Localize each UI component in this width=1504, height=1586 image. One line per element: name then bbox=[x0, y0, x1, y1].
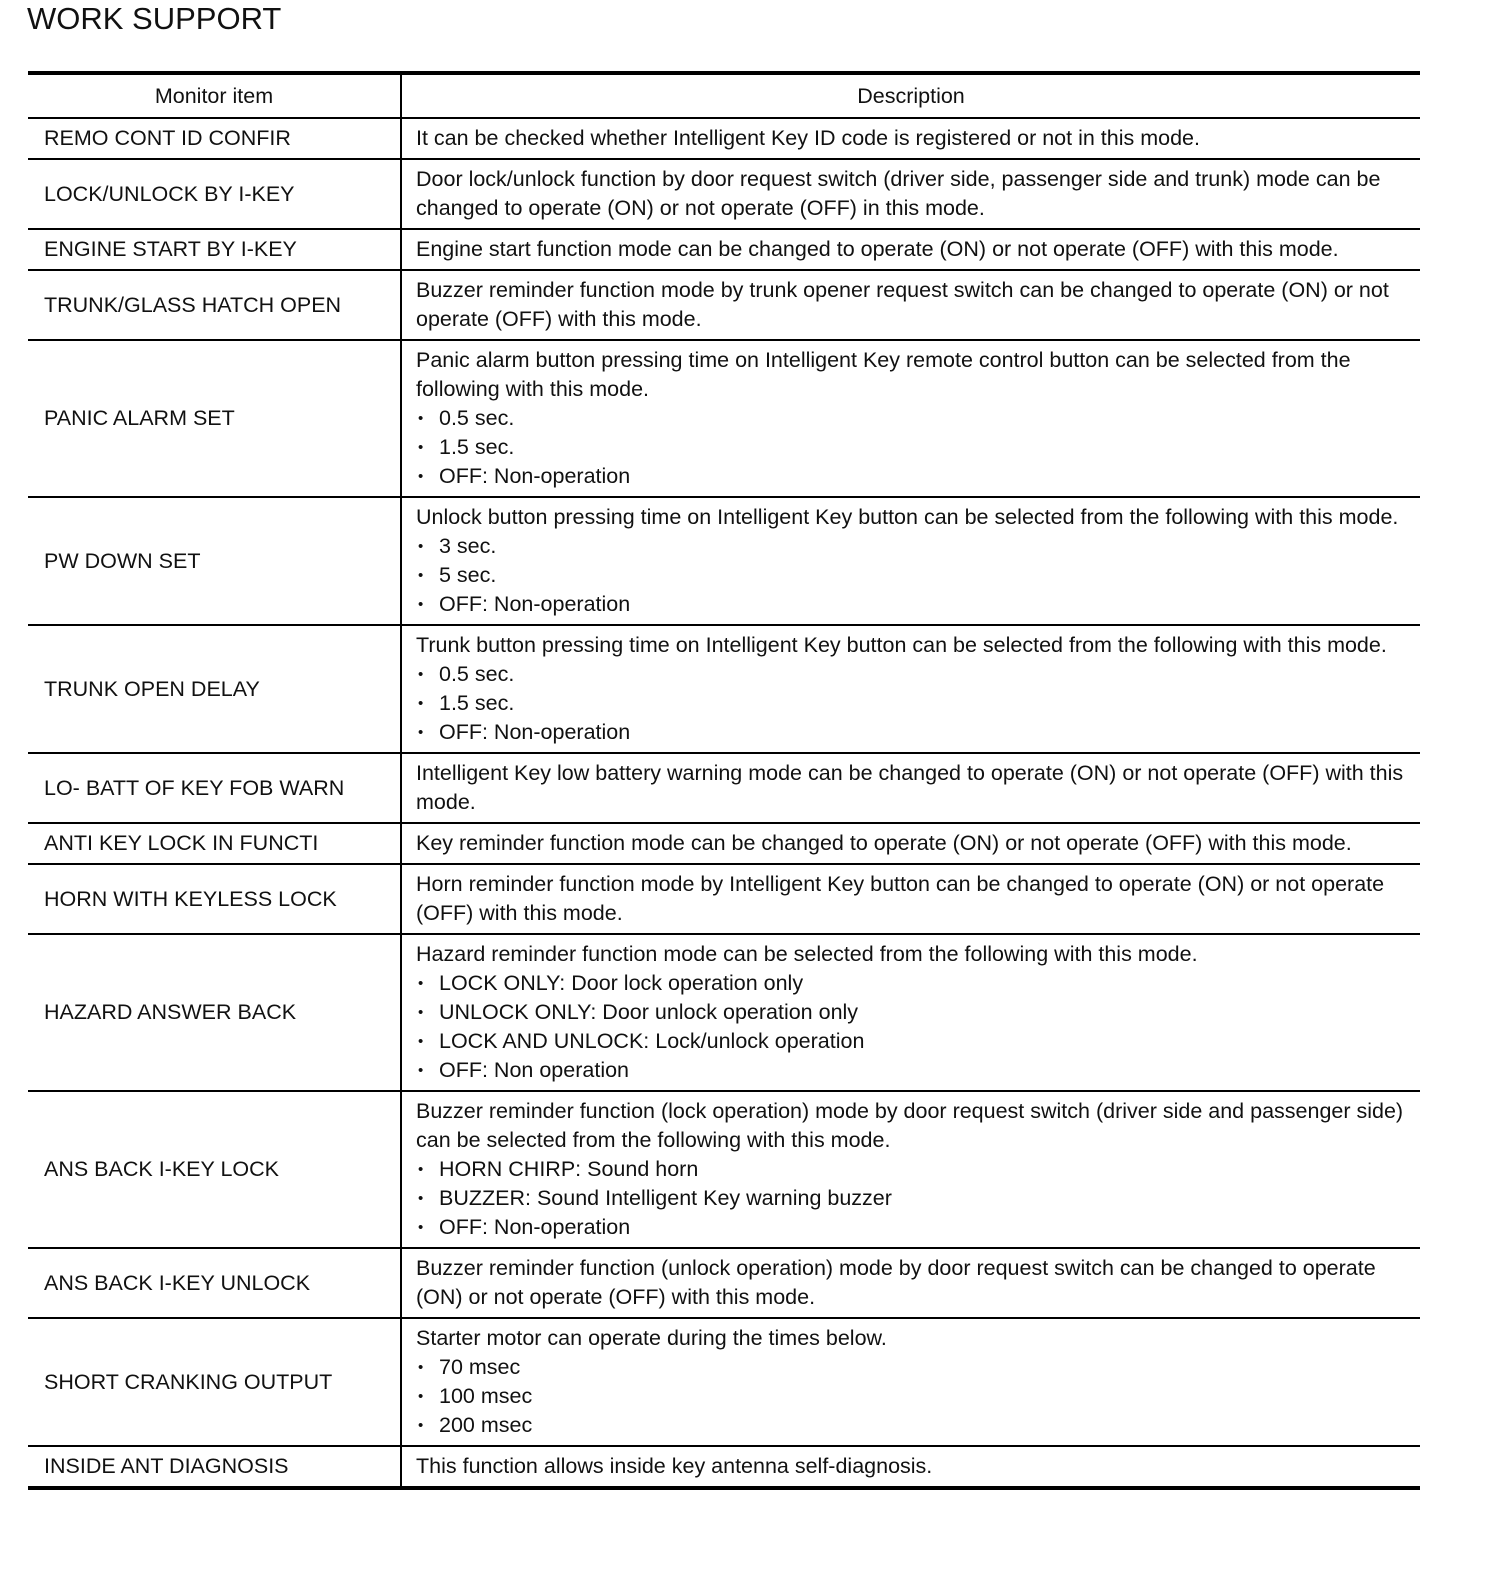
description-header: Description bbox=[401, 73, 1420, 118]
description-cell bbox=[401, 1248, 1420, 1318]
table-row bbox=[28, 270, 1420, 340]
table-row bbox=[28, 753, 1420, 823]
option-item: • OFF: Non-operation bbox=[416, 590, 1410, 619]
monitor-item-header: Monitor item bbox=[28, 73, 401, 118]
description-text: Hazard reminder function mode can be selected from the following with this mode. bbox=[416, 942, 1198, 966]
description-text: Starter motor can operate during the times below. bbox=[416, 1326, 887, 1350]
monitor-item-cell: LO- BATT OF KEY FOB WARN bbox=[28, 753, 401, 823]
description-text: This function allows inside key antenna self-diagnosis. bbox=[416, 1454, 933, 1478]
description-text: Trunk button pressing time on Intelligent Key button can be selected from the following with this mode. bbox=[416, 633, 1387, 657]
table-row bbox=[28, 934, 1420, 1091]
monitor-item-cell: SHORT CRANKING OUTPUT bbox=[28, 1318, 401, 1446]
work-support-table bbox=[28, 71, 1420, 1490]
description-text: Buzzer reminder function (unlock operation) mode by door request switch can be changed to operate (ON) or not operate (OFF) with this mode. bbox=[416, 1256, 1376, 1309]
option-item: • 0.5 sec. bbox=[416, 660, 1410, 689]
option-item: • UNLOCK ONLY: Door unlock operation only bbox=[416, 998, 1410, 1027]
table-row bbox=[28, 1248, 1420, 1318]
description-cell bbox=[401, 270, 1420, 340]
monitor-item-cell: INSIDE ANT DIAGNOSIS bbox=[28, 1446, 401, 1488]
description-cell bbox=[401, 340, 1420, 497]
option-list bbox=[416, 404, 1410, 491]
description-text: Key reminder function mode can be changed to operate (ON) or not operate (OFF) with this mode. bbox=[416, 831, 1352, 855]
description-text: It can be checked whether Intelligent Key ID code is registered or not in this mode. bbox=[416, 126, 1200, 150]
option-list bbox=[416, 969, 1410, 1085]
description-text: Buzzer reminder function (lock operation) mode by door request switch (driver side and passenger side) can be selected from the following with this mode. bbox=[416, 1099, 1404, 1152]
description-text: Horn reminder function mode by Intelligent Key button can be changed to operate (ON) or not operate (OFF) with this mode. bbox=[416, 872, 1385, 925]
option-item: • 1.5 sec. bbox=[416, 433, 1410, 462]
description-cell bbox=[401, 934, 1420, 1091]
option-item: • 1.5 sec. bbox=[416, 689, 1410, 718]
option-item: • OFF: Non-operation bbox=[416, 462, 1410, 491]
table-row bbox=[28, 229, 1420, 270]
option-list bbox=[416, 532, 1410, 619]
option-item: • OFF: Non-operation bbox=[416, 718, 1410, 747]
option-item: • OFF: Non operation bbox=[416, 1056, 1410, 1085]
description-cell bbox=[401, 1446, 1420, 1488]
monitor-item-cell: TRUNK OPEN DELAY bbox=[28, 625, 401, 753]
description-cell bbox=[401, 118, 1420, 159]
description-text: Intelligent Key low battery warning mode can be changed to operate (ON) or not operate (OFF) with this mode. bbox=[416, 761, 1404, 814]
description-text: Panic alarm button pressing time on Intelligent Key remote control button can be selected from the following with this mode. bbox=[416, 348, 1351, 401]
option-list bbox=[416, 1155, 1410, 1242]
table-row bbox=[28, 1446, 1420, 1488]
description-cell bbox=[401, 753, 1420, 823]
description-cell bbox=[401, 1091, 1420, 1248]
monitor-item-cell: TRUNK/GLASS HATCH OPEN bbox=[28, 270, 401, 340]
table-body bbox=[28, 118, 1420, 1488]
table-row bbox=[28, 823, 1420, 864]
table-row bbox=[28, 159, 1420, 229]
monitor-item-cell: PW DOWN SET bbox=[28, 497, 401, 625]
option-item: • LOCK AND UNLOCK: Lock/unlock operation bbox=[416, 1027, 1410, 1056]
table-row bbox=[28, 497, 1420, 625]
monitor-item-cell: ANS BACK I-KEY LOCK bbox=[28, 1091, 401, 1248]
monitor-item-cell: ANS BACK I-KEY UNLOCK bbox=[28, 1248, 401, 1318]
option-item: • 100 msec bbox=[416, 1382, 1410, 1411]
table-row bbox=[28, 1318, 1420, 1446]
description-text: Engine start function mode can be changed to operate (ON) or not operate (OFF) with this mode. bbox=[416, 237, 1339, 261]
description-text: Door lock/unlock function by door request switch (driver side, passenger side and trunk) mode can be changed to operate (ON) or not operate (OFF) in this mode. bbox=[416, 167, 1381, 220]
description-cell bbox=[401, 497, 1420, 625]
table-row bbox=[28, 625, 1420, 753]
option-item: • HORN CHIRP: Sound horn bbox=[416, 1155, 1410, 1184]
description-cell bbox=[401, 159, 1420, 229]
table-row bbox=[28, 118, 1420, 159]
option-list bbox=[416, 660, 1410, 747]
monitor-item-cell: REMO CONT ID CONFIR bbox=[28, 118, 401, 159]
table-row bbox=[28, 340, 1420, 497]
monitor-item-cell: LOCK/UNLOCK BY I-KEY bbox=[28, 159, 401, 229]
table-row bbox=[28, 864, 1420, 934]
option-item: • 3 sec. bbox=[416, 532, 1410, 561]
description-cell bbox=[401, 864, 1420, 934]
description-cell bbox=[401, 1318, 1420, 1446]
monitor-item-cell: HAZARD ANSWER BACK bbox=[28, 934, 401, 1091]
option-list bbox=[416, 1353, 1410, 1440]
monitor-item-cell: ANTI KEY LOCK IN FUNCTI bbox=[28, 823, 401, 864]
page-title: WORK SUPPORT bbox=[27, 1, 282, 36]
table-header-row bbox=[28, 73, 1420, 118]
option-item: • 0.5 sec. bbox=[416, 404, 1410, 433]
option-item: • 5 sec. bbox=[416, 561, 1410, 590]
option-item: • BUZZER: Sound Intelligent Key warning buzzer bbox=[416, 1184, 1410, 1213]
description-cell bbox=[401, 625, 1420, 753]
option-item: • 70 msec bbox=[416, 1353, 1410, 1382]
option-item: • 200 msec bbox=[416, 1411, 1410, 1440]
option-item: • OFF: Non-operation bbox=[416, 1213, 1410, 1242]
description-text: Unlock button pressing time on Intelligent Key button can be selected from the following with this mode. bbox=[416, 505, 1399, 529]
monitor-item-cell: ENGINE START BY I-KEY bbox=[28, 229, 401, 270]
description-cell bbox=[401, 229, 1420, 270]
option-item: • LOCK ONLY: Door lock operation only bbox=[416, 969, 1410, 998]
table-row bbox=[28, 1091, 1420, 1248]
description-cell bbox=[401, 823, 1420, 864]
description-text: Buzzer reminder function mode by trunk opener request switch can be changed to operate (ON) or not operate (OFF) with this mode. bbox=[416, 278, 1389, 331]
monitor-item-cell: HORN WITH KEYLESS LOCK bbox=[28, 864, 401, 934]
monitor-item-cell: PANIC ALARM SET bbox=[28, 340, 401, 497]
